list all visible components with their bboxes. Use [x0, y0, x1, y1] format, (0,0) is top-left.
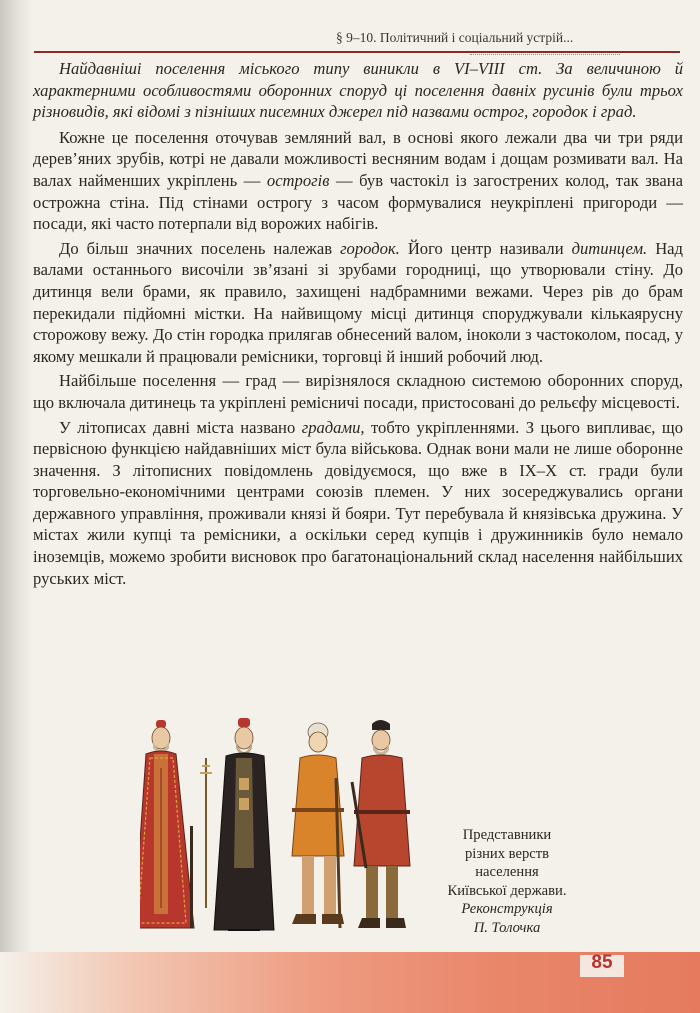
- header-rule-dots: [470, 54, 620, 55]
- page-gutter-shadow: [0, 0, 34, 1013]
- caption-line-6: П. Толочка: [473, 919, 541, 936]
- caption-line-2: різних верств: [464, 845, 549, 862]
- caption-line-3: населення: [475, 864, 539, 881]
- paragraph-chronicles-text-a: У літописах давні міста названо: [59, 417, 302, 437]
- paragraph-gorodok-text-b: Його центр називали: [399, 238, 572, 258]
- running-header: § 9–10. Політичний і соціальний устрій...: [336, 30, 574, 45]
- paragraph-grad: Найбільше поселення — град — вирізнялося складною системою оборонних споруд, що включала дитинець та укріплені ремісничі посади, пристосовані до рельєфу місцевості.: [33, 371, 683, 412]
- paragraph-chronicles: [33, 417, 683, 590]
- paragraph-gorodok-text-c: Над валами останнього височіли зв’язані зі зрубами городниці, що утворювали стіну. До дитинця вели брами, як правило, захищені надбрамними вежами. Через рів до брам перекидали підйомні містки. На найвищому місці дитинця споруджували кількаярусну сторожову вежу. До стін городка прилягав обнесений валом, іноколи з частоколом, посад, у якому мешкали й працювали ремісники, торговці й інший робочий люд.: [33, 238, 683, 366]
- figure-illustration: [140, 718, 425, 940]
- header-rule: [34, 51, 680, 53]
- term-dytynets: дитинцем.: [571, 238, 648, 258]
- paragraph-ostrog-text-b: — був частокіл із загострених колод, так звана острожна стіна. Під стінами острогу з часом формувалися неукріплені пригороди — посади, які часто потерпали від ворожих набігів.: [33, 170, 683, 234]
- page-number: 85: [591, 952, 613, 973]
- paragraph-chronicles-text-b: тобто укріпленнями. З цього випливає, що первісною функцією найдавніших міст була військова. Однак вони мали не лише оборонне значення. З літописних повідомлень довідуємося, що вже в IX–X ст. гради були торговельно-економічними центрами союзів племен. У них зосереджувались органи державного управління, проживали князі й бояри. Тут перебувала й князівська дружина. У містах жили купці та ремісники, а оскільки серед купців і дружинників було немало іноземців, можемо зробити висновок про багатонаціональний склад населення найбільших руських міст.: [33, 417, 683, 588]
- intro-paragraph: Найдавніші поселення міського типу виникли в VI–VIII ст. За величиною й характерними особливостями оборонних споруд ці поселення давніх русинів були трьох різновидів, які відомі з пізніших писемних джерел під назвами острог, городок і град.: [33, 59, 683, 122]
- paragraph-ostrog-text-a: Кожне це поселення оточував земляний вал, в основі якого лежали два чи три ряди дерев’яних зрубів, котрі не давали можливості весняним водам і дощам розмивати вал. На валах найменших укріплень —: [33, 127, 683, 190]
- caption-line-5: Реконструкція: [461, 901, 553, 918]
- paragraph-ostrog: [33, 127, 683, 235]
- figure-cleric: [200, 718, 274, 930]
- term-ostrohy: острогів: [266, 170, 330, 190]
- paragraph-gorodok-text-a: До більш значних поселень належав: [59, 238, 341, 258]
- figure-craftsman: [292, 723, 344, 928]
- caption-line-4: Київської держави.: [447, 882, 567, 899]
- figure-caption: [412, 826, 602, 938]
- figure-merchant: [352, 720, 410, 928]
- body-text: [33, 58, 683, 592]
- term-gorodok: городок.: [340, 238, 400, 258]
- caption-line-1: Представники: [462, 827, 552, 843]
- figure-prince: [140, 720, 194, 928]
- term-grady: градами,: [301, 417, 365, 437]
- paragraph-gorodok: [33, 238, 683, 368]
